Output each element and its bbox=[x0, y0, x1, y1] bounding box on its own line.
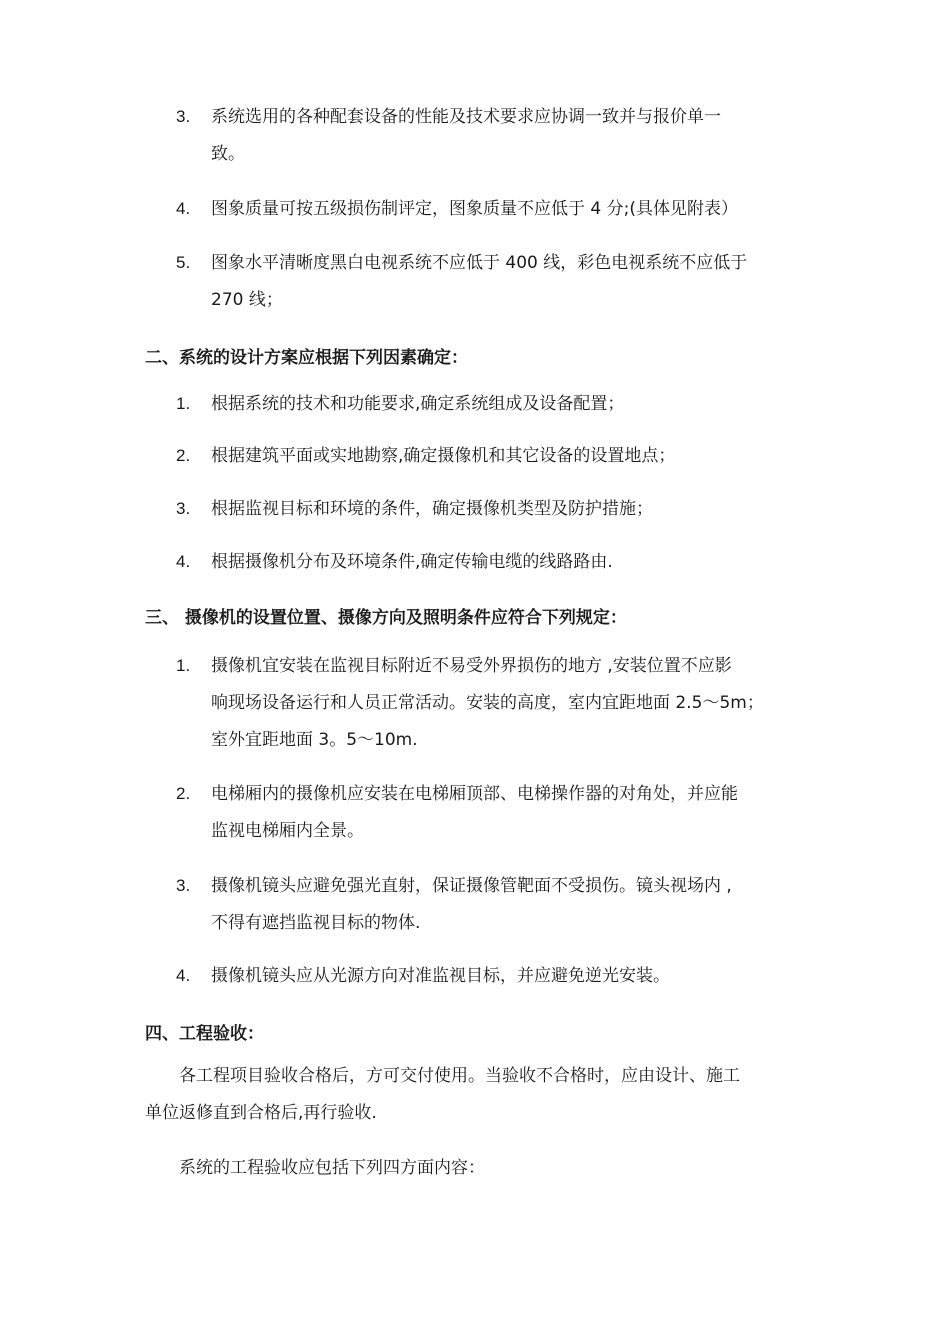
list-item-text: 电梯厢内的摄像机应安装在电梯厢顶部、电梯操作器的对角处，并应能 bbox=[211, 784, 738, 804]
list-item-text: 图象水平清晰度黑白电视系统不应低于 400 线，彩色电视系统不应低于 bbox=[211, 253, 748, 273]
list-item-text: 根据监视目标和环境的条件，确定摄像机类型及防护措施； bbox=[211, 499, 653, 519]
list-number: 4. bbox=[176, 199, 191, 218]
paragraph-line: 系统的工程验收应包括下列四方面内容： bbox=[145, 1158, 485, 1178]
list-item bbox=[211, 491, 811, 528]
list-number: 2. bbox=[176, 784, 191, 803]
list-item bbox=[211, 544, 811, 581]
section-heading: 四、工程验收： bbox=[145, 1024, 264, 1044]
section-heading: 二、系统的设计方案应根据下列因素确定： bbox=[145, 348, 468, 368]
section-heading: 三、 摄像机的设置位置、摄像方向及照明条件应符合下列规定： bbox=[145, 608, 627, 628]
list-item bbox=[211, 386, 811, 423]
list-item-text: 摄像机镜头应从光源方向对准监视目标，并应避免逆光安装。 bbox=[211, 966, 670, 986]
list-number: 3. bbox=[176, 499, 191, 518]
list-item-text: 摄像机镜头应避免强光直射，保证摄像管靶面不受损伤。镜头视场内 , bbox=[211, 876, 732, 896]
list-item-text: 摄像机宜安装在监视目标附近不易受外界损伤的地方 ,安装位置不应影 bbox=[211, 656, 732, 676]
list-item-text: 不得有遮挡监视目标的物体. bbox=[211, 913, 421, 933]
list-item-text: 监视电梯厢内全景。 bbox=[211, 821, 364, 841]
list-number: 1. bbox=[176, 656, 191, 675]
list-number: 5. bbox=[176, 253, 191, 272]
list-item bbox=[211, 438, 811, 475]
list-number: 3. bbox=[176, 107, 191, 126]
list-number: 2. bbox=[176, 446, 191, 465]
list-number: 3. bbox=[176, 876, 191, 895]
list-item bbox=[211, 99, 811, 173]
list-item-text: 室外宜距地面 3。5～10m. bbox=[211, 730, 418, 750]
body-paragraph bbox=[145, 1150, 815, 1187]
list-item bbox=[211, 776, 811, 850]
list-item-text: 根据摄像机分布及环境条件,确定传输电缆的线路路由. bbox=[211, 552, 613, 572]
list-item bbox=[211, 648, 811, 759]
paragraph-line: 各工程项目验收合格后，方可交付使用。当验收不合格时，应由设计、施工 bbox=[145, 1066, 740, 1086]
list-item bbox=[211, 245, 811, 319]
list-item-text: 图象质量可按五级损伤制评定，图象质量不应低于 4 分;(具体见附表） bbox=[211, 199, 738, 219]
list-item-text: 根据建筑平面或实地勘察,确定摄像机和其它设备的设置地点； bbox=[211, 446, 676, 466]
list-number: 4. bbox=[176, 966, 191, 985]
list-item-text: 致。 bbox=[211, 144, 245, 164]
list-item bbox=[211, 958, 811, 995]
list-item-text: 系统选用的各种配套设备的性能及技术要求应协调一致并与报价单一 bbox=[211, 107, 721, 127]
list-number: 4. bbox=[176, 552, 191, 571]
list-item-text: 根据系统的技术和功能要求,确定系统组成及设备配置； bbox=[211, 394, 625, 414]
list-item bbox=[211, 191, 811, 228]
list-item bbox=[211, 868, 811, 942]
list-item-text: 响现场设备运行和人员正常活动。安装的高度，室内宜距地面 2.5～5m； bbox=[211, 693, 764, 713]
list-number: 1. bbox=[176, 394, 191, 413]
list-item-text: 270 线； bbox=[211, 290, 283, 310]
body-paragraph bbox=[145, 1058, 815, 1132]
paragraph-line: 单位返修直到合格后,再行验收. bbox=[145, 1103, 377, 1123]
